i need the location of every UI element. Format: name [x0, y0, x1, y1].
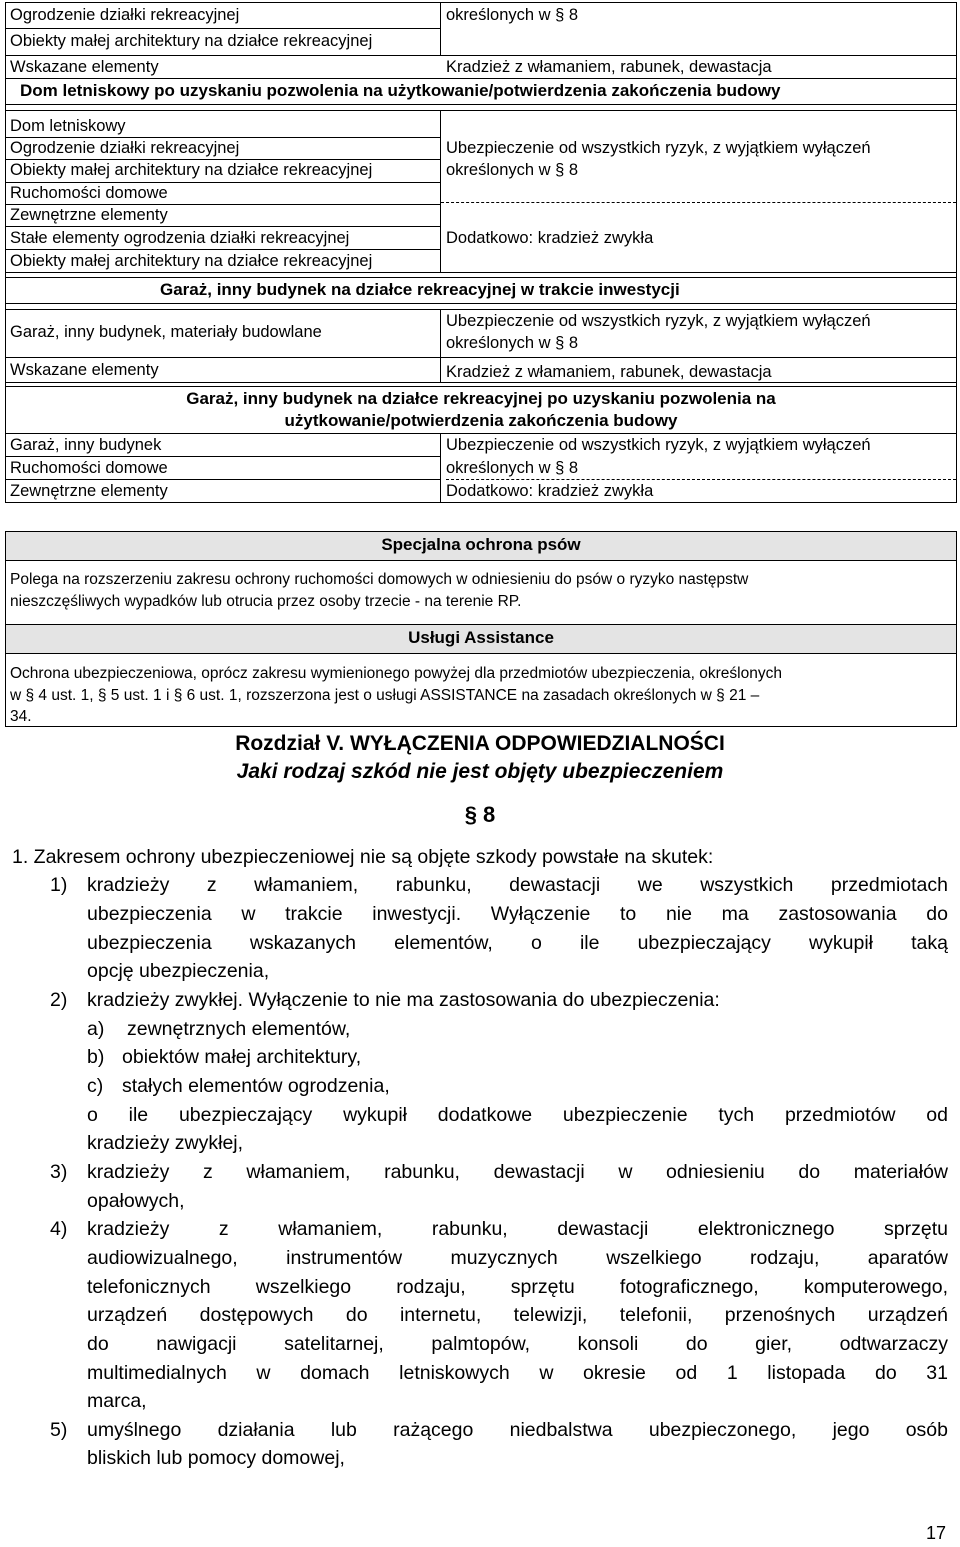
item-4-line: audiowizualnego, instrumentów muzycznych wszelkiego rodzaju, aparatów [87, 1247, 948, 1269]
dom-item-3: Obiekty małej architektury na działce rekreacyjnej [10, 161, 373, 179]
garaz2-item-1: Garaż, inny budynek [10, 436, 162, 454]
row3-left: Wskazane elementy [10, 58, 159, 76]
item-1-line: opcję ubezpieczenia, [87, 960, 270, 982]
item-1-line: ubezpieczenia w trakcie inwestycji. Wyłączenie to nie ma zastosowania do [87, 903, 948, 925]
item-number: 4) [50, 1218, 68, 1240]
item-2-tail: kradzieży zwykłej, [87, 1132, 244, 1154]
subitem-letter: b) [87, 1046, 105, 1068]
dom-item-4: Ruchomości domowe [10, 184, 168, 202]
dom-item-7: Obiekty małej architektury na działce rekreacyjnej [10, 252, 373, 270]
garaz2-item-2: Ruchomości domowe [10, 459, 168, 477]
garaz1-right-2: Kradzież z włamaniem, rabunek, dewastacja [446, 363, 772, 381]
dom-right-coverage-1: Ubezpieczenie od wszystkich ryzyk, z wyjątkiem wyłączeń [446, 139, 871, 157]
item-4-line: urządzeń dostępowych do internetu, telewizji, telefonii, przenośnych urządzeń [87, 1304, 948, 1326]
item-4-line: telefonicznych wszelkiego rodzaju, sprzętu fotograficznego, komputerowego, [87, 1276, 948, 1298]
assistance-text-2: w § 4 ust. 1, § 5 ust. 1 i § 6 ust. 1, rozszerzona jest o usługi ASSISTANCE na zasadach określonych w § 21 – [10, 687, 760, 704]
garaz1-left-2: Wskazane elementy [10, 361, 159, 379]
subitem-text: obiektów małej architektury, [122, 1046, 362, 1068]
assistance-text-3: 34. [10, 708, 32, 725]
garaz2-right-1a: Ubezpieczenie od wszystkich ryzyk, z wyjątkiem wyłączeń [446, 436, 871, 454]
row1-left: Ogrodzenie działki rekreacyjnej [10, 6, 240, 24]
item-4-line: multimedialnych w domach letniskowych w okresie od 1 listopada do 31 [87, 1362, 948, 1384]
dom-item-1: Dom letniskowy [10, 117, 126, 135]
item-1-line: kradzieży z włamaniem, rabunku, dewastacji we wszystkich przedmiotach [87, 874, 948, 896]
dog-protection-text-2: nieszczęśliwych wypadków lub otrucia przez osoby trzecie - na terenie RP. [10, 593, 522, 610]
dog-protection-header: Specjalna ochrona psów [381, 535, 581, 554]
garaz2-item-3: Zewnętrzne elementy [10, 482, 168, 500]
subitem-text: stałych elementów ogrodzenia, [122, 1075, 390, 1097]
chapter-subtitle: Jaki rodzaj szkód nie jest objęty ubezpieczeniem [236, 760, 724, 783]
section-header-garaz-1: Garaż, inny budynek na działce rekreacyjnej w trakcie inwestycji [160, 280, 680, 299]
subitem-letter: c) [87, 1075, 104, 1097]
garaz2-right-2: Dodatkowo: kradzież zwykła [446, 482, 654, 500]
item-5-line: umyślnego działania lub rażącego niedbalstwa ubezpieczonego, jego osób [87, 1419, 948, 1441]
page-number: 17 [926, 1523, 947, 1543]
assistance-text-1: Ochrona ubezpieczeniowa, oprócz zakresu wymienionego powyżej dla przedmiotów ubezpieczenia, określonych [10, 665, 782, 682]
item-2-line: kradzieży zwykłej. Wyłączenie to nie ma zastosowania do ubezpieczenia: [87, 989, 720, 1011]
row3-right: Kradzież z włamaniem, rabunek, dewastacja [446, 58, 772, 76]
garaz1-left-1: Garaż, inny budynek, materiały budowlane [10, 323, 322, 341]
item-4-line: marca, [87, 1390, 147, 1412]
item-3-line: opałowych, [87, 1190, 185, 1212]
dom-item-5: Zewnętrzne elementy [10, 206, 168, 224]
item-1-line: ubezpieczenia wskazanych elementów, o ile ubezpieczający wykupił taką [87, 932, 948, 954]
item-number: 2) [50, 989, 68, 1011]
dom-item-2: Ogrodzenie działki rekreacyjnej [10, 139, 240, 157]
dog-protection-text-1: Polega na rozszerzeniu zakresu ochrony ruchomości domowych w odniesieniu do psów o ryzyko następstw [10, 571, 749, 588]
item-3-line: kradzieży z włamaniem, rabunku, dewastacji w odniesieniu do materiałów [87, 1161, 948, 1183]
item-number: 1) [50, 874, 68, 896]
subitem-text: zewnętrznych elementów, [127, 1018, 351, 1040]
row2-left: Obiekty małej architektury na działce rekreacyjnej [10, 32, 373, 50]
exclusion-intro: 1. Zakresem ochrony ubezpieczeniowej nie są objęte szkody powstałe na skutek: [12, 846, 714, 868]
garaz1-right-1b: określonych w § 8 [446, 334, 579, 352]
subitem-letter: a) [87, 1018, 105, 1040]
item-2-tail: o ile ubezpieczający wykupił dodatkowe ubezpieczenie tych przedmiotów od [87, 1104, 948, 1126]
section-header-garaz-2-line1: Garaż, inny budynek na działce rekreacyjnej po uzyskaniu pozwolenia na [186, 389, 776, 408]
row1-right: określonych w § 8 [446, 6, 579, 24]
assistance-header: Usługi Assistance [408, 628, 554, 647]
item-number: 3) [50, 1161, 68, 1183]
dom-item-6: Stałe elementy ogrodzenia działki rekreacyjnej [10, 229, 350, 247]
item-5-line: bliskich lub pomocy domowej, [87, 1447, 345, 1469]
section-header-dom: Dom letniskowy po uzyskaniu pozwolenia na użytkowanie/potwierdzenia zakończenia budowy [20, 81, 781, 100]
item-4-line: do nawigacji satelitarnej, palmtopów, konsoli do gier, odtwarzaczy [87, 1333, 948, 1355]
item-number: 5) [50, 1419, 68, 1441]
paragraph-number: § 8 [464, 802, 496, 827]
garaz1-right-1a: Ubezpieczenie od wszystkich ryzyk, z wyjątkiem wyłączeń [446, 312, 871, 330]
chapter-title: Rozdział V. WYŁĄCZENIA ODPOWIEDZIALNOŚCI [235, 732, 725, 755]
dom-right-coverage-2: określonych w § 8 [446, 161, 579, 179]
garaz2-right-1b: określonych w § 8 [446, 459, 579, 477]
section-header-garaz-2-line2: użytkowanie/potwierdzenia zakończenia budowy [284, 411, 678, 430]
dom-right-additional: Dodatkowo: kradzież zwykła [446, 229, 654, 247]
item-4-line: kradzieży z włamaniem, rabunku, dewastacji elektronicznego sprzętu [87, 1218, 948, 1240]
